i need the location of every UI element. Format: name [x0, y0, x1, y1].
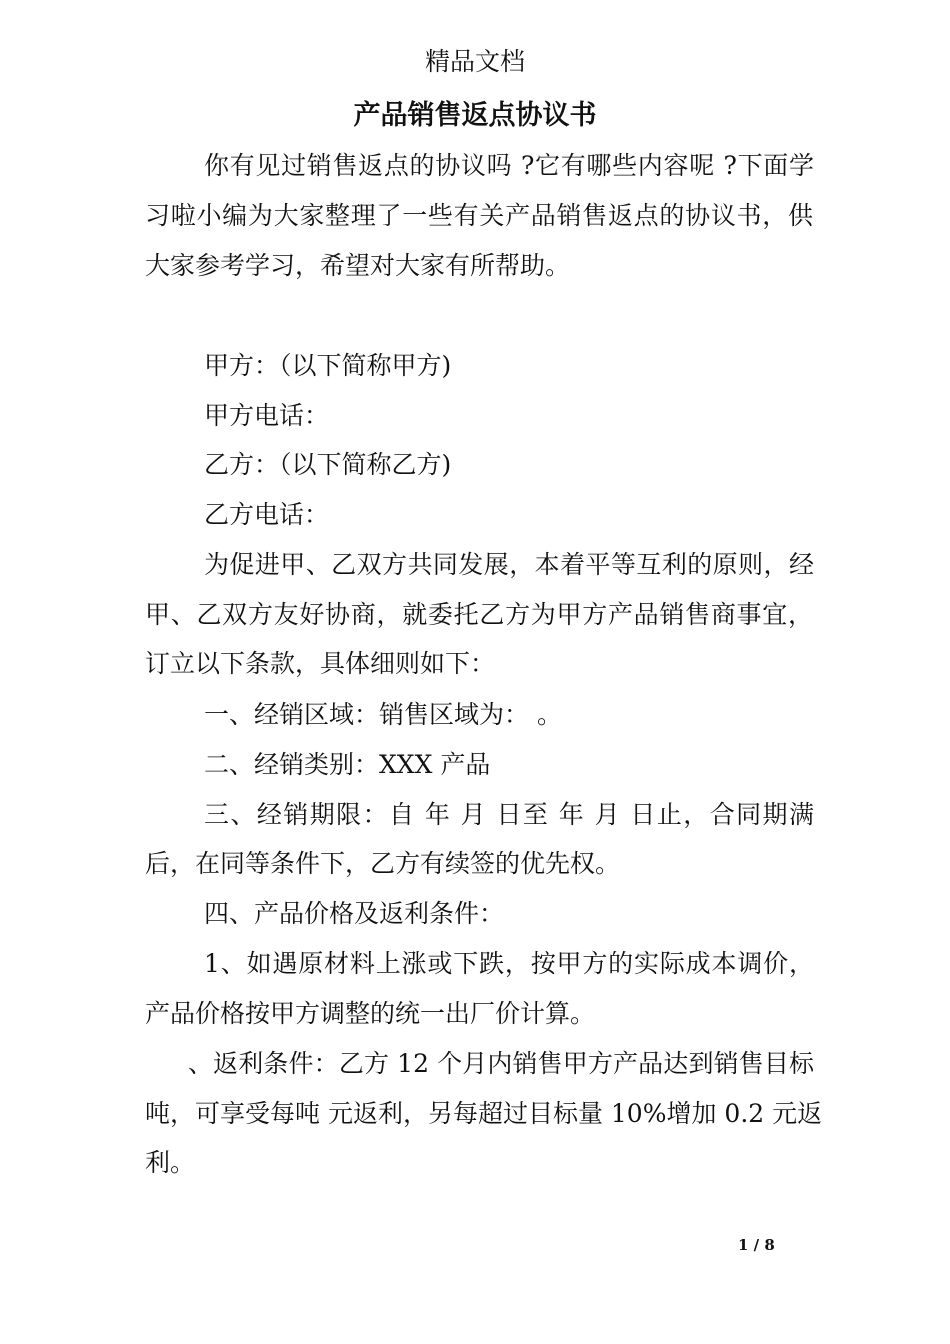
rebate-line-2: 吨，可享受每吨 元返利，另每超过目标量 10%增加 0.2 元返 — [145, 1099, 823, 1128]
preamble-line-1: 为促进甲、乙双方共同发展，本着平等互利的原则，经 — [204, 550, 814, 579]
clause-1: 一、经销区域：销售区域为： 。 — [204, 700, 562, 729]
page-header: 精品文档 — [424, 47, 525, 76]
intro-line-3: 大家参考学习，希望对大家有所帮助。 — [145, 251, 571, 280]
clause-4-1-line-2: 产品价格按甲方调整的统一出厂价计算。 — [145, 999, 596, 1028]
clause-3-line-1: 三、经销期限：自 年 月 日至 年 月 日止，合同期满 — [204, 800, 814, 829]
clause-4-1-line-1: 1、如遇原材料上涨或下跌，按甲方的实际成本调价， — [204, 949, 814, 978]
rebate-line-3: 利。 — [145, 1148, 196, 1177]
party-b-phone: 乙方电话： — [204, 500, 330, 529]
party-a-phone: 甲方电话： — [204, 401, 330, 430]
clause-3-line-2: 后，在同等条件下，乙方有续签的优先权。 — [145, 849, 621, 878]
clause-2: 二、经销类别：XXX 产品 — [204, 750, 491, 779]
clause-4: 四、产品价格及返利条件： — [204, 899, 505, 928]
page-number: 1 / 8 — [738, 1236, 775, 1254]
intro-line-2: 习啦小编为大家整理了一些有关产品销售返点的协议书，供 — [145, 201, 813, 230]
rebate-line-1: 、返利条件：乙方 12 个月内销售甲方产品达到销售目标 — [188, 1049, 814, 1078]
intro-line-1: 你有见过销售返点的协议吗 ?它有哪些内容呢 ?下面学 — [204, 151, 814, 180]
party-a: 甲方：（以下简称甲方) — [204, 351, 452, 380]
preamble-line-2: 甲、乙双方友好协商，就委托乙方为甲方产品销售商事宜， — [145, 600, 813, 629]
party-b: 乙方：（以下简称乙方) — [204, 450, 452, 479]
document-title: 产品销售返点协议书 — [353, 100, 597, 131]
preamble-line-3: 订立以下条款，具体细则如下： — [145, 649, 496, 678]
